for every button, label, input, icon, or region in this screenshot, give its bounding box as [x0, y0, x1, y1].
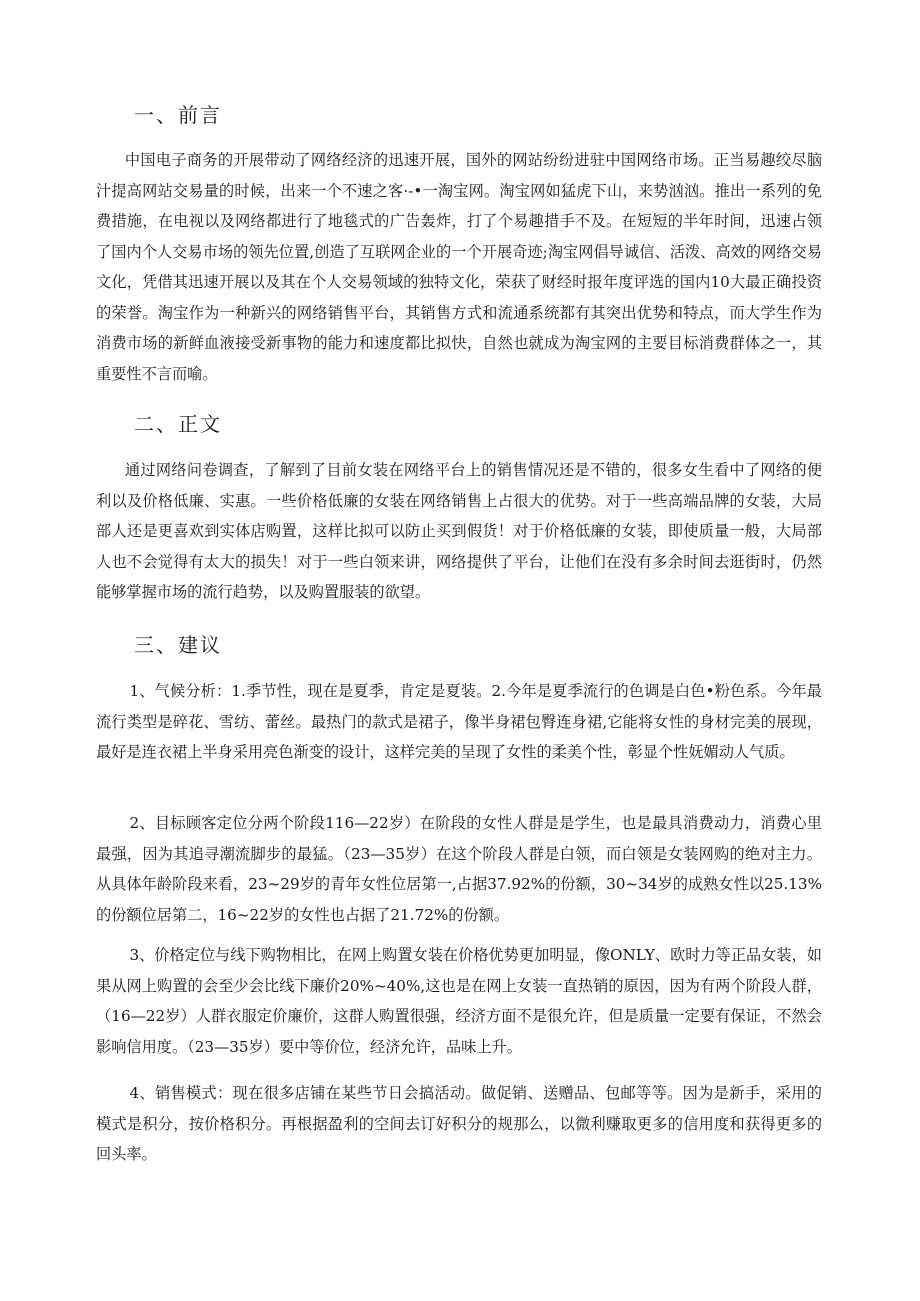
suggestion-climate-analysis: 1、气候分析：1.季节性，现在是夏季，肯定是夏装。2.今年是夏季流行的色调是白色•粉色系。今年最流行类型是碎花、雪纺、蕾丝。最热门的款式是裙子，像半身裙包臀连身裙,它能将女性的身材完美的展现，最好是连衣裙上半身采用亮色渐变的设计，这样完美的呈现了女性的柔美个性，彰显个性妩媚动人气质。 — [96, 682, 822, 761]
section-heading-suggestions: 三、建议 — [134, 633, 222, 657]
preface-paragraph: 中国电子商务的开展带动了网络经济的迅速开展，国外的网站纷纷进驻中国网络市场。正当易趣绞尽脑汁提高网站交易量的时候，出来一个不速之客·-•一淘宝网。淘宝网如猛虎下山，来势汹汹。推出一系列的免费措施，在电视以及网络都进行了地毯式的广告轰炸，打了个易趣措手不及。在短短的半年时间，迅速占领了国内个人交易市场的领先位置,创造了互联网企业的一个开展奇迹;淘宝网倡导诚信、活泼、高效的网络交易文化，凭借其迅速开展以及其在个人交易领域的独特文化，荣获了财经时报年度评选的国内10大最正确投资的荣誉。淘宝作为一种新兴的网络销售平台，其销售方式和流通系统都有其突出优势和特点，而大学生作为消费市场的新鲜血液接受新事物的能力和速度都比拟快，自然也就成为淘宝网的主要目标消费群体之一，其重要性不言而喻。 — [96, 151, 822, 383]
section-heading-preface: 一、前言 — [134, 103, 222, 127]
suggestion-price-positioning: 3、价格定位与线下购物相比，在网上购置女装在价格优势更加明显，像ONLY、欧时力等正品女装，如果从网上购置的会至少会比线下廉价20%~40%,这也是在网上女装一直热销的原因，因为有两个阶段人群，（16—22岁）人群衣服定价廉价，这群人购置很强，经济方面不是很允许，但是质量一定要有保证，不然会影响信用度。（23—35岁）要中等价位，经济允许，品味上升。 — [96, 946, 822, 1056]
suggestion-sales-model: 4、销售模式：现在很多店铺在某些节日会搞活动。做促销、送赠品、包邮等等。因为是新手，采用的模式是积分，按价格积分。再根据盈利的空间去订好积分的规那么，以微利赚取更多的信用度和获得更多的回头率。 — [96, 1084, 822, 1163]
main-text-paragraph: 通过网络问卷调查，了解到了目前女装在网络平台上的销售情况还是不错的，很多女生看中了网络的便利以及价格低廉、实惠。一些价格低廉的女装在网络销售上占很大的优势。对于一些高端品牌的女装，大局部人还是更喜欢到实体店购置，这样比拟可以防止买到假货！对于价格低廉的女装，即使质量一般，大局部人也不会觉得有太大的损失！对于一些白领来讲，网络提供了平台，让他们在没有多余时间去逛街时，仍然能够掌握市场的流行趋势，以及购置服装的欲望。 — [96, 461, 822, 601]
suggestion-target-customers: 2、目标顾客定位分两个阶段116—22岁）在阶段的女性人群是是学生，也是最具消费动力，消费心里最强，因为其追寻潮流脚步的最猛。（23—35岁）在这个阶段人群是白领，而白领是女装网购的绝对主力。从具体年龄阶段来看，23~29岁的青年女性位居第一,占据37.92%的份额，30~34岁的成熟女性以25.13%的份额位居第二，16~22岁的女性也占据了21.72%的份额。 — [96, 814, 822, 924]
section-heading-main-text: 二、正文 — [134, 412, 222, 436]
